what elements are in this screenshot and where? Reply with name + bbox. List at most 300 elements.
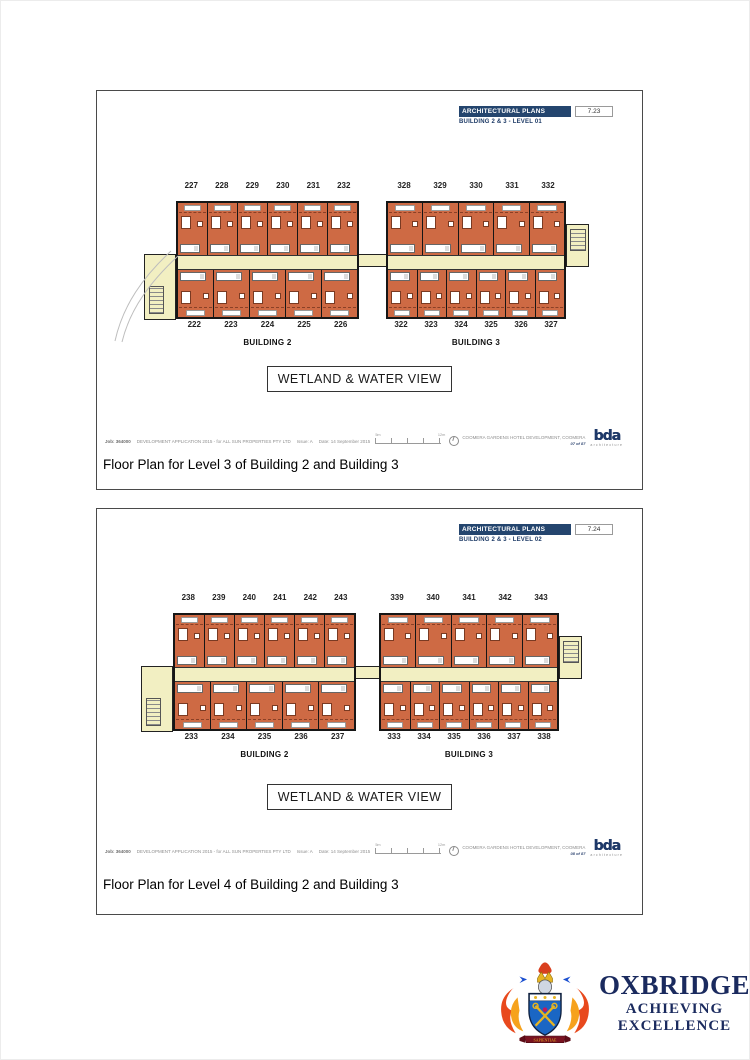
bed — [286, 703, 296, 716]
bathroom — [525, 656, 550, 665]
room-unit — [175, 682, 211, 729]
sheet-count: 07 of 87 — [570, 441, 586, 447]
balcony — [326, 615, 353, 625]
bathroom — [270, 244, 290, 253]
table — [407, 293, 413, 299]
room-number-row — [173, 593, 356, 602]
room-number: 324 — [454, 320, 468, 329]
balcony — [389, 203, 421, 213]
unit-row-top — [175, 615, 354, 667]
balcony — [320, 719, 353, 729]
table — [224, 633, 230, 639]
bathroom — [288, 272, 314, 281]
balcony — [209, 203, 236, 213]
wetland-label-box: WETLAND & WATER VIEW — [267, 366, 452, 392]
room-unit — [388, 203, 423, 255]
unit-row-bottom — [175, 682, 354, 729]
room-number: 338 — [537, 732, 551, 741]
room-number: 328 — [397, 181, 411, 190]
balcony — [266, 615, 293, 625]
date-text: Date: 14 September 2015 — [318, 438, 371, 444]
room-number: 331 — [505, 181, 519, 190]
balcony — [287, 307, 320, 317]
bed — [217, 291, 227, 304]
balcony — [478, 307, 505, 317]
room-unit — [319, 682, 354, 729]
balcony — [296, 615, 323, 625]
bed — [497, 216, 507, 229]
title-block-footer — [105, 838, 634, 859]
sheet-count: 08 of 87 — [570, 851, 586, 857]
bed — [250, 703, 260, 716]
bed — [532, 703, 542, 716]
brand-tagline-line1: ACHIEVING — [625, 1000, 724, 1017]
balcony — [531, 203, 563, 213]
bed — [391, 216, 401, 229]
figure-caption: Floor Plan for Level 3 of Building 2 and Building 3 — [103, 457, 399, 472]
scale-label: 12m — [437, 843, 446, 847]
room-unit — [238, 203, 268, 255]
bathroom — [213, 684, 239, 693]
job-number: Job: 364000 — [105, 438, 131, 444]
bed — [455, 628, 465, 641]
room-unit — [205, 615, 235, 667]
table — [227, 221, 233, 227]
table — [554, 221, 560, 227]
table — [347, 293, 353, 299]
room-unit — [247, 682, 283, 729]
unit-row-bottom — [381, 682, 557, 729]
oxbridge-crest-icon — [493, 954, 597, 1052]
application-text: DEVELOPMENT APPLICATION 2015 - for ALL SUN PROPERTIES PTY LTD — [136, 438, 291, 444]
table — [344, 705, 350, 711]
sheet-subtitle: BUILDING 2 & 3 - LEVEL 02 — [459, 537, 542, 543]
bda-wordmark: bda — [593, 838, 621, 854]
bathroom — [249, 684, 275, 693]
stair-core — [566, 224, 589, 267]
room-number: 243 — [334, 593, 348, 602]
room-unit — [235, 615, 265, 667]
building-label: BUILDING 3 — [451, 338, 501, 347]
bed — [473, 703, 483, 716]
room-number: 233 — [184, 732, 198, 741]
bathroom — [479, 272, 499, 281]
balcony — [453, 615, 485, 625]
room-number: 339 — [390, 593, 404, 602]
bed — [462, 216, 472, 229]
corridor — [175, 667, 354, 682]
table — [347, 221, 353, 227]
sheet-title: ARCHITECTURAL PLANS — [459, 106, 571, 117]
table — [512, 633, 518, 639]
bed — [331, 216, 341, 229]
bathroom — [461, 244, 486, 253]
bed — [181, 216, 191, 229]
room-unit — [298, 203, 328, 255]
room-number: 340 — [426, 593, 440, 602]
room-unit — [494, 203, 529, 255]
bathroom — [489, 656, 514, 665]
room-number: 236 — [294, 732, 308, 741]
balcony — [269, 203, 296, 213]
room-number: 337 — [507, 732, 521, 741]
bathroom — [420, 272, 440, 281]
unit-row-bottom — [388, 270, 564, 317]
room-number: 322 — [394, 320, 408, 329]
room-unit — [470, 682, 500, 729]
room-number: 242 — [303, 593, 317, 602]
room-unit — [523, 615, 557, 667]
table — [466, 293, 472, 299]
table — [308, 705, 314, 711]
bed — [426, 216, 436, 229]
room-number: 341 — [462, 593, 476, 602]
room-number: 230 — [276, 181, 290, 190]
room-unit — [388, 270, 418, 317]
bathroom — [425, 244, 450, 253]
room-unit — [477, 270, 507, 317]
stair-hatch — [570, 229, 586, 251]
balcony — [537, 307, 564, 317]
room-number: 235 — [257, 732, 272, 741]
room-number-row — [173, 732, 356, 741]
room-unit — [506, 270, 536, 317]
bed — [502, 703, 512, 716]
table — [518, 705, 524, 711]
room-number: 223 — [224, 320, 238, 329]
bed — [443, 703, 453, 716]
room-unit — [381, 682, 411, 729]
room-number-row — [176, 320, 359, 329]
bathroom — [240, 244, 260, 253]
bda-sublabel: architecture — [590, 443, 624, 447]
room-unit — [283, 682, 319, 729]
bed — [238, 628, 248, 641]
table — [547, 633, 553, 639]
table — [275, 293, 281, 299]
unit-row-top — [388, 203, 564, 255]
room-number: 238 — [181, 593, 195, 602]
crest-motto: SAPIENTIAE — [533, 1037, 557, 1043]
scale-label: 12m — [437, 433, 446, 437]
room-number-row — [386, 320, 566, 329]
bed — [271, 216, 281, 229]
room-unit — [250, 270, 286, 317]
bathroom — [177, 656, 197, 665]
balcony — [251, 307, 284, 317]
balcony — [495, 203, 527, 213]
wetland-label-box: WETLAND & WATER VIEW — [267, 784, 452, 810]
table — [525, 293, 531, 299]
sheet-title: ARCHITECTURAL PLANS — [459, 524, 571, 535]
table — [483, 221, 489, 227]
bda-architecture-logo — [590, 428, 624, 447]
balcony — [212, 719, 245, 729]
bed — [450, 291, 460, 304]
balcony — [417, 615, 449, 625]
bathroom — [383, 656, 408, 665]
balcony — [507, 307, 534, 317]
table — [203, 293, 209, 299]
balcony — [460, 203, 492, 213]
bed — [328, 628, 338, 641]
balcony — [419, 307, 446, 317]
bed — [208, 628, 218, 641]
bed — [178, 703, 188, 716]
room-unit — [529, 682, 558, 729]
table — [459, 705, 465, 711]
room-unit — [295, 615, 325, 667]
room-unit — [416, 615, 451, 667]
balcony — [206, 615, 233, 625]
bathroom — [216, 272, 242, 281]
building-block — [176, 201, 359, 319]
sheet-ref-number: 7.23 — [575, 106, 613, 117]
room-number: 335 — [447, 732, 461, 741]
bathroom — [442, 684, 462, 693]
room-number: 326 — [514, 320, 528, 329]
building-label: BUILDING 2 — [240, 750, 289, 759]
bathroom — [177, 684, 203, 693]
table — [254, 633, 260, 639]
bed — [211, 216, 221, 229]
room-unit — [208, 203, 238, 255]
building-block — [386, 201, 566, 319]
bathroom — [390, 272, 410, 281]
room-unit — [178, 203, 208, 255]
room-number: 228 — [215, 181, 229, 190]
room-unit — [459, 203, 494, 255]
bed — [298, 628, 308, 641]
table — [314, 633, 320, 639]
link-corridor — [356, 666, 379, 679]
table — [257, 221, 263, 227]
issue-text: Issue: A — [296, 848, 313, 854]
room-unit — [418, 270, 448, 317]
issue-text: Issue: A — [296, 438, 313, 444]
balcony — [424, 203, 456, 213]
bathroom — [321, 684, 347, 693]
bathroom — [390, 244, 415, 253]
bathroom — [324, 272, 350, 281]
balcony — [176, 719, 209, 729]
table — [429, 705, 435, 711]
bda-wordmark: bda — [593, 428, 621, 444]
project-name: COOMERA GARDENS HOTEL DEVELOPMENT, COOMERA — [462, 845, 586, 851]
project-name: COOMERA GARDENS HOTEL DEVELOPMENT, COOMERA — [462, 435, 586, 441]
scale-bar — [375, 843, 446, 854]
room-unit — [211, 682, 247, 729]
oxbridge-logo — [493, 954, 750, 1052]
scale-bar — [375, 433, 446, 444]
room-number: 222 — [187, 320, 201, 329]
bathroom — [285, 684, 311, 693]
table — [400, 705, 406, 711]
table — [287, 221, 293, 227]
bathroom — [300, 244, 320, 253]
brand-name: OXBRIDGE — [598, 969, 750, 1000]
bathroom — [501, 684, 521, 693]
room-unit — [381, 615, 416, 667]
floorplan-sheet-level-02 — [96, 508, 643, 915]
bathroom — [383, 684, 403, 693]
unit-row-top — [178, 203, 357, 255]
room-unit — [487, 615, 522, 667]
corridor — [381, 667, 557, 682]
room-number: 240 — [242, 593, 256, 602]
room-number-row — [386, 181, 566, 190]
north-compass-icon — [449, 846, 459, 856]
bda-architecture-logo — [590, 838, 624, 857]
balcony — [389, 307, 416, 317]
link-corridor — [359, 254, 386, 267]
bathroom — [532, 244, 557, 253]
corridor — [388, 255, 564, 270]
room-number: 329 — [433, 181, 447, 190]
table — [284, 633, 290, 639]
room-number: 343 — [534, 593, 548, 602]
room-number: 241 — [273, 593, 287, 602]
balcony — [448, 307, 475, 317]
room-unit — [452, 615, 487, 667]
room-unit — [322, 270, 357, 317]
room-number: 334 — [417, 732, 431, 741]
room-number: 342 — [498, 593, 512, 602]
floorplan-sheet-level-01 — [96, 90, 643, 490]
room-number-row — [379, 732, 559, 741]
bathroom — [210, 244, 230, 253]
table — [200, 705, 206, 711]
bathroom — [330, 244, 350, 253]
bed — [214, 703, 224, 716]
bed — [301, 216, 311, 229]
balcony — [284, 719, 317, 729]
room-number: 237 — [330, 732, 345, 741]
bathroom — [508, 272, 528, 281]
figure-caption: Floor Plan for Level 4 of Building 2 and Building 3 — [103, 877, 399, 892]
room-unit — [536, 270, 565, 317]
bed — [241, 216, 251, 229]
table — [344, 633, 350, 639]
room-number-row — [379, 593, 559, 602]
bathroom — [207, 656, 227, 665]
table — [519, 221, 525, 227]
bathroom — [454, 656, 479, 665]
building-label: BUILDING 2 — [243, 338, 292, 347]
bed — [391, 291, 401, 304]
table — [436, 293, 442, 299]
stair-hatch — [563, 641, 579, 663]
room-number: 332 — [541, 181, 555, 190]
table — [311, 293, 317, 299]
room-number: 323 — [424, 320, 438, 329]
room-unit — [286, 270, 322, 317]
table — [448, 221, 454, 227]
balcony — [323, 307, 356, 317]
bed — [526, 628, 536, 641]
room-unit — [423, 203, 458, 255]
room-unit — [411, 682, 441, 729]
table — [197, 221, 203, 227]
room-unit — [268, 203, 298, 255]
room-unit — [325, 615, 354, 667]
room-unit — [214, 270, 250, 317]
access-road-curve — [109, 249, 189, 344]
balcony — [500, 719, 527, 729]
table — [239, 293, 245, 299]
room-number: 231 — [306, 181, 320, 190]
brand-tagline-line2: EXCELLENCE — [617, 1017, 732, 1034]
bathroom — [496, 244, 521, 253]
room-unit — [447, 270, 477, 317]
balcony — [488, 615, 520, 625]
table — [405, 633, 411, 639]
balcony — [215, 307, 248, 317]
bathroom — [418, 656, 443, 665]
table — [488, 705, 494, 711]
room-number: 226 — [333, 320, 348, 329]
bed — [384, 628, 394, 641]
balcony — [441, 719, 468, 729]
building-block — [173, 613, 356, 731]
bathroom — [472, 684, 492, 693]
bed — [178, 628, 188, 641]
bed — [421, 291, 431, 304]
table — [236, 705, 242, 711]
bathroom — [413, 684, 433, 693]
bed — [289, 291, 299, 304]
unit-row-top — [381, 615, 557, 667]
balcony — [471, 719, 498, 729]
bda-sublabel: architecture — [590, 853, 624, 857]
room-unit — [440, 682, 470, 729]
lobby-stair-core — [141, 666, 173, 732]
scale-label: 5m — [375, 433, 381, 437]
room-unit — [530, 203, 564, 255]
room-number: 232 — [337, 181, 351, 190]
table — [194, 633, 200, 639]
balcony — [412, 719, 439, 729]
room-number: 234 — [221, 732, 235, 741]
room-number: 239 — [212, 593, 226, 602]
building-block — [379, 613, 559, 731]
bathroom — [252, 272, 278, 281]
unit-row-bottom — [178, 270, 357, 317]
corridor — [178, 255, 357, 270]
sheet-ref-number: 7.24 — [575, 524, 613, 535]
stair-core — [559, 636, 582, 679]
bathroom — [237, 656, 257, 665]
sheet-subtitle: BUILDING 2 & 3 - LEVEL 01 — [459, 119, 542, 125]
room-number: 336 — [477, 732, 491, 741]
table — [441, 633, 447, 639]
bed — [253, 291, 263, 304]
balcony — [239, 203, 266, 213]
balcony — [530, 719, 557, 729]
room-number: 325 — [484, 320, 498, 329]
bed — [539, 291, 549, 304]
table — [412, 221, 418, 227]
bed — [509, 291, 519, 304]
balcony — [179, 203, 206, 213]
title-block-footer — [105, 428, 634, 449]
room-number: 229 — [245, 181, 259, 190]
building-label: BUILDING 3 — [444, 750, 494, 759]
balcony — [248, 719, 281, 729]
north-compass-icon — [449, 436, 459, 446]
bathroom — [449, 272, 469, 281]
room-number: 225 — [297, 320, 311, 329]
